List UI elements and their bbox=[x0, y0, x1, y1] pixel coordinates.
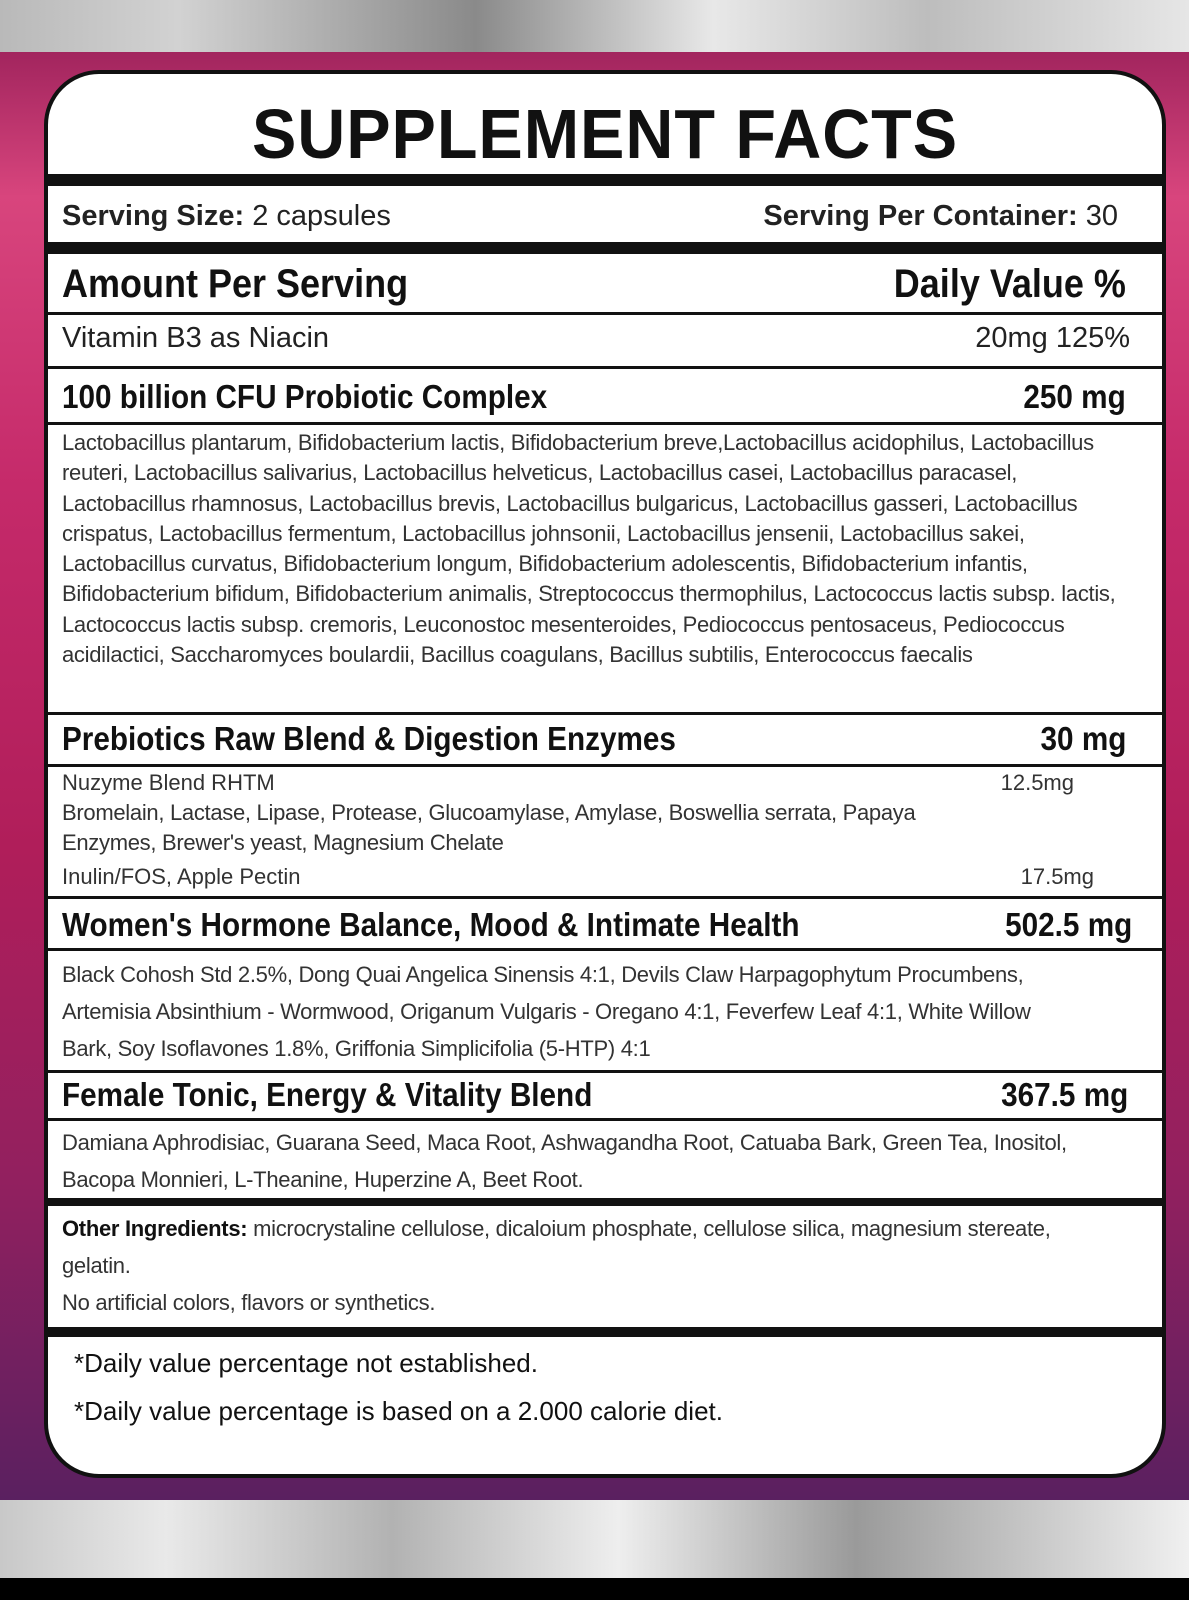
nuzyme-amount: 12.5mg bbox=[1000, 770, 1074, 795]
title-divider bbox=[48, 174, 1162, 186]
servings-per-container bbox=[763, 200, 1118, 233]
vitamin-name: Vitamin B3 as Niacin bbox=[62, 322, 330, 354]
tonic-amount: 367.5 mg bbox=[1000, 1076, 1128, 1113]
serving-size-label: Serving Size: bbox=[62, 200, 245, 232]
prebiotics-amount: 30 mg bbox=[1040, 720, 1126, 757]
bottom-black-strip bbox=[0, 1578, 1189, 1600]
probiotic-amount: 250 mg bbox=[1023, 378, 1126, 415]
panel-title: SUPPLEMENT FACTS bbox=[251, 95, 959, 173]
servings-per-container-value: 30 bbox=[1085, 200, 1118, 232]
supplement-facts-panel bbox=[44, 70, 1166, 1478]
inulin-name: Inulin/FOS, Apple Pectin bbox=[62, 864, 301, 889]
divider bbox=[48, 896, 1162, 899]
divider bbox=[48, 1070, 1162, 1073]
other-ingredients-label: Other Ingredients: bbox=[62, 1216, 248, 1241]
tonic-heading-row bbox=[48, 1076, 1162, 1116]
divider bbox=[48, 422, 1162, 425]
other-ingredients-text: microcrystaline cellulose, dicaloium phosphate, cellulose silica, magnesium stereate, gelatin. bbox=[62, 1216, 1051, 1278]
hormone-amount: 502.5 mg bbox=[1004, 906, 1132, 943]
probiotic-heading-row bbox=[48, 378, 1162, 418]
hormone-ingredients: Black Cohosh Std 2.5%, Dong Quai Angelica Sinensis 4:1, Devils Claw Harpagophytum Procumbens, Artemisia Absinthium - Wormwood, Origanum Vulgaris - Oregano 4:1, Feverfew Leaf 4:1, White Willow Bark, Soy Isoflavones 1.8%, Griffonia Simplicifolia (5-HTP) 4:1 bbox=[62, 962, 1031, 1061]
tonic-name: Female Tonic, Energy & Vitality Blend bbox=[62, 1076, 593, 1113]
vitamin-row bbox=[48, 322, 1162, 362]
probiotic-ingredients: Lactobacillus plantarum, Bifidobacterium lactis, Bifidobacterium breve,Lactobacillus acidophilus, Lactobacillus reuteri, Lactobacillus salivarius, Lactobacillus helveticus, Lactobacillus casei, Lactobacillus paracasel, Lactobacillus rhamnosus, Lactobacillus brevis, Lactobacillus bulgaricus, Lactobacillus gasseri, Lactobacillus crispatus, Lactobacillus fermentum, Lactobacillus johnsonii, Lactobacillus jensenii, Lactobacillus sakei, Lactobacillus curvatus, Bifidobacterium longum, Bifidobacterium adolescentis, Bifidobacterium infantis, Bifidobacterium bifidum, Bifidobacterium animalis, Streptococcus thermophilus, Lactococcus lactis subsp. lactis, Lactococcus lactis subsp. cremoris, Leuconostoc mesenteroides, Pediococcus pentosaceus, Pediococcus acidilactici, Saccharomyces boulardii, Bacillus coagulans, Bacillus subtilis, Enterococcus faecalis bbox=[62, 430, 1116, 668]
no-artificial-note: No artificial colors, flavors or synthetics. bbox=[62, 1290, 436, 1315]
serving-row bbox=[48, 200, 1162, 240]
other-ingredients bbox=[62, 1210, 1122, 1284]
probiotic-name: 100 billion CFU Probiotic Complex bbox=[62, 378, 548, 415]
divider bbox=[48, 1198, 1162, 1206]
divider bbox=[48, 366, 1162, 369]
nuzyme-name: Nuzyme Blend RHTM bbox=[62, 770, 275, 795]
divider bbox=[48, 1327, 1162, 1337]
divider bbox=[48, 712, 1162, 715]
divider bbox=[48, 1118, 1162, 1121]
prebiotics-heading-row bbox=[48, 720, 1162, 760]
enzyme-list: Bromelain, Lactase, Lipase, Protease, Glucoamylase, Amylase, Boswellia serrata, Papaya Enzymes, Brewer's yeast, Magnesium Chelate bbox=[62, 800, 916, 855]
serving-divider bbox=[48, 242, 1162, 254]
serving-size-value: 2 capsules bbox=[252, 200, 391, 232]
daily-value-heading: Daily Value % bbox=[893, 262, 1126, 306]
divider bbox=[48, 312, 1162, 315]
footnote-not-established: *Daily value percentage not established. bbox=[74, 1348, 538, 1378]
inulin-amount: 17.5mg bbox=[1020, 864, 1094, 889]
serving-size bbox=[62, 200, 391, 233]
nuzyme-row bbox=[48, 768, 1162, 798]
amount-per-serving-heading: Amount Per Serving bbox=[62, 262, 409, 306]
hormone-heading-row bbox=[48, 906, 1162, 946]
hormone-name: Women's Hormone Balance, Mood & Intimate Health bbox=[62, 906, 800, 943]
divider bbox=[48, 764, 1162, 767]
bottom-metallic-band bbox=[0, 1500, 1189, 1578]
column-header-row bbox=[48, 262, 1162, 312]
top-metallic-band bbox=[0, 0, 1189, 52]
servings-per-container-label: Serving Per Container: bbox=[763, 200, 1078, 232]
vitamin-value: 20mg 125% bbox=[975, 322, 1130, 354]
inulin-row bbox=[48, 862, 1162, 892]
divider bbox=[48, 948, 1162, 951]
prebiotics-name: Prebiotics Raw Blend & Digestion Enzymes bbox=[62, 720, 676, 757]
footnote-calorie-diet: *Daily value percentage is based on a 2.000 calorie diet. bbox=[74, 1396, 723, 1426]
tonic-ingredients: Damiana Aphrodisiac, Guarana Seed, Maca Root, Ashwagandha Root, Catuaba Bark, Green Tea, Inositol, Bacopa Monnieri, L-Theanine, Huperzine A, Beet Root. bbox=[62, 1130, 1067, 1192]
